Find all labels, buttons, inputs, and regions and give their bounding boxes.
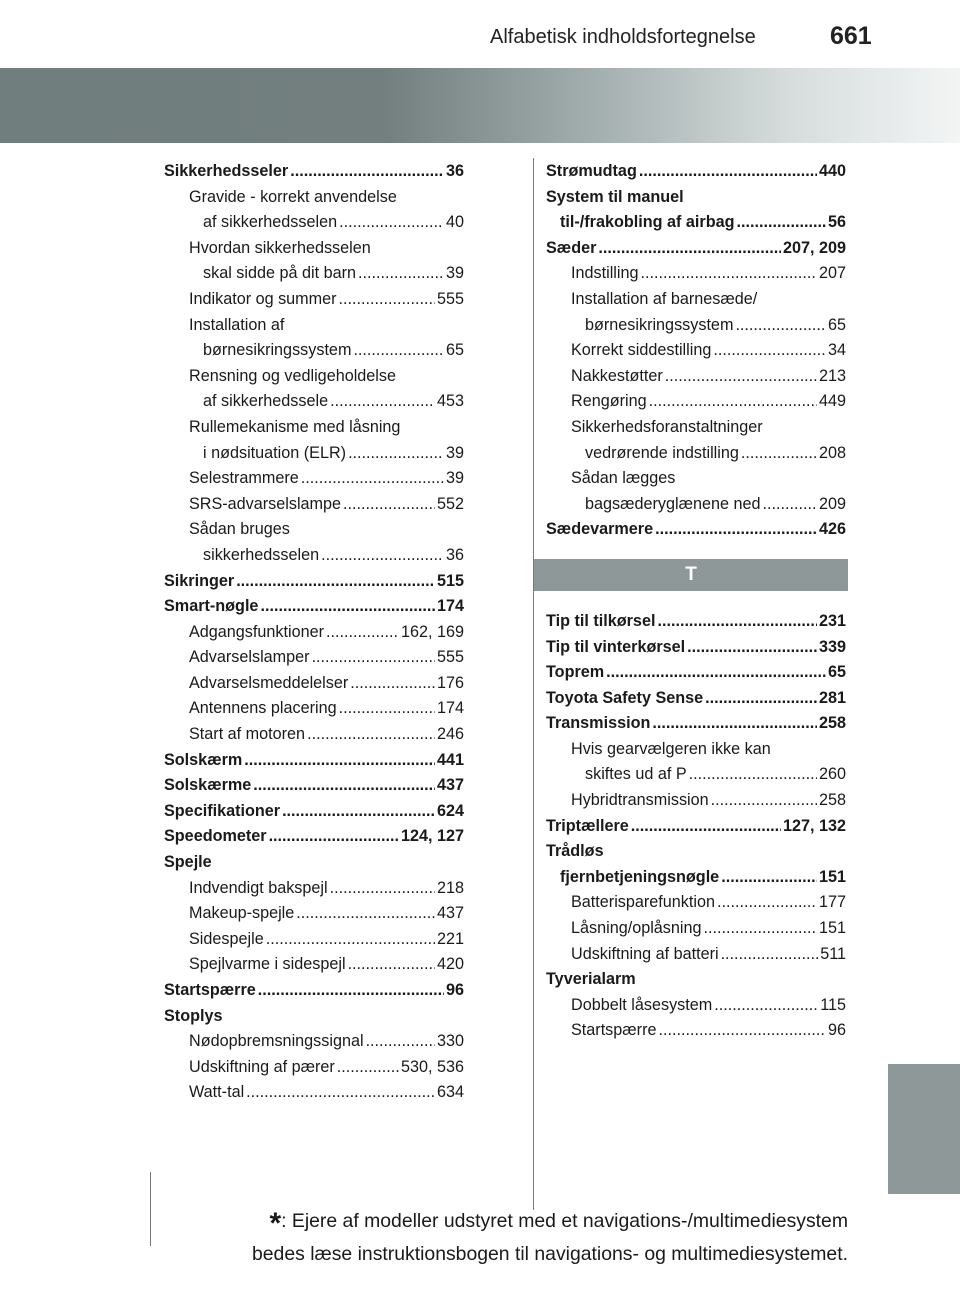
index-entry xyxy=(164,671,464,697)
index-entry-text: Installation af barnesæde/ xyxy=(571,289,758,308)
index-entry xyxy=(164,389,464,415)
index-entry-page: 426 xyxy=(818,520,846,539)
dot-leader xyxy=(269,824,399,850)
index-entry xyxy=(546,967,846,993)
index-entry xyxy=(164,185,464,211)
index-entry xyxy=(164,543,464,569)
index-entry xyxy=(164,492,464,518)
index-entry-text: Stoplys xyxy=(164,1006,223,1025)
dot-leader xyxy=(658,1018,826,1044)
index-entry-text: Strømudtag xyxy=(546,162,637,180)
dot-leader xyxy=(721,942,819,968)
index-entry-page: 453 xyxy=(436,392,464,411)
index-entry-page: 221 xyxy=(436,929,464,948)
index-entry-page: 65 xyxy=(827,663,846,682)
dot-leader xyxy=(348,952,435,978)
index-entry-page: 231 xyxy=(818,611,846,630)
index-column-left xyxy=(164,159,464,1106)
index-entry xyxy=(546,916,846,942)
footnote-line-2: bedes læse instruktionsbogen til navigations- og multimediesystemet. xyxy=(251,1243,848,1265)
index-entry-text: af sikkerhedssele xyxy=(203,392,329,411)
index-entry xyxy=(546,287,846,313)
dot-leader xyxy=(301,466,444,492)
index-entry-page: 36 xyxy=(445,162,464,180)
index-entry-text: Sådan lægges xyxy=(571,469,676,488)
dot-leader xyxy=(339,210,444,236)
index-entry-page: 246 xyxy=(436,725,464,744)
index-entry-page: 441 xyxy=(436,750,464,769)
index-entry-text: Hybridtransmission xyxy=(571,791,709,810)
index-entry-text: Tip til vinterkørsel xyxy=(546,637,686,656)
index-entry-text: Toyota Safety Sense xyxy=(546,688,704,707)
index-entry xyxy=(164,287,464,313)
index-entry xyxy=(164,748,464,774)
index-entry xyxy=(546,338,846,364)
index-entry-text: Hvordan sikkerhedsselen xyxy=(189,238,371,257)
index-entry-page: 440 xyxy=(818,162,846,180)
index-entry-text: Makeup-spejle xyxy=(189,904,295,923)
index-entry xyxy=(164,569,464,595)
dot-leader xyxy=(244,748,435,774)
index-entry xyxy=(546,762,846,788)
index-entry xyxy=(164,517,464,543)
index-entry-text: Trådløs xyxy=(546,842,604,861)
index-entry xyxy=(546,993,846,1019)
index-entry-text: skiftes ud af P xyxy=(585,765,687,784)
index-entry-text: Gravide - korrekt anvendelse xyxy=(189,187,397,206)
index-entry-page: 330 xyxy=(436,1032,464,1051)
index-entry xyxy=(546,890,846,916)
index-entry-text: Tip til tilkørsel xyxy=(546,611,656,630)
index-entry-text: Triptællere xyxy=(546,816,629,835)
dot-leader xyxy=(326,620,399,646)
index-entry xyxy=(546,517,846,543)
index-entry xyxy=(164,645,464,671)
index-entry-page: 177 xyxy=(818,893,846,912)
index-entry xyxy=(164,441,464,467)
dot-leader xyxy=(258,978,444,1004)
dot-leader xyxy=(741,441,817,467)
index-entry xyxy=(164,210,464,236)
index-entry xyxy=(164,901,464,927)
index-entry-text: Sikringer xyxy=(164,571,235,590)
index-entry-text: Speedometer xyxy=(164,827,267,846)
index-entry xyxy=(164,338,464,364)
index-entry-page: 624 xyxy=(436,801,464,820)
header-title: Alfabetisk indholdsfortegnelse xyxy=(490,26,756,48)
index-entry-text: Indstilling xyxy=(571,264,639,283)
index-entry-page: 207, 209 xyxy=(782,238,846,257)
index-entry-page: 124, 127 xyxy=(400,827,464,846)
dot-leader xyxy=(606,660,826,686)
dot-leader xyxy=(307,722,435,748)
index-entry xyxy=(164,696,464,722)
index-entry xyxy=(164,850,464,876)
dot-leader xyxy=(337,1055,399,1081)
index-entry xyxy=(164,876,464,902)
index-entry-page: 281 xyxy=(818,688,846,707)
dot-leader xyxy=(312,645,435,671)
index-entry-page: 449 xyxy=(818,392,846,411)
index-entry-page: 115 xyxy=(820,995,846,1014)
index-entry xyxy=(164,1055,464,1081)
index-entry-text: Rengøring xyxy=(571,392,647,411)
index-entry-text: Sikkerhedsforanstaltninger xyxy=(571,417,763,436)
dot-leader xyxy=(735,313,826,339)
index-entry-page: 258 xyxy=(818,714,846,733)
dot-leader xyxy=(598,236,781,262)
index-entry-text: Startspærre xyxy=(571,1021,657,1040)
index-entry xyxy=(546,635,846,661)
index-entry-text: Sædevarmere xyxy=(546,520,654,539)
index-entry xyxy=(546,313,846,339)
footnote-line-1 xyxy=(150,1206,848,1239)
index-entry-text: Solskærm xyxy=(164,750,243,769)
page-number: 661 xyxy=(830,22,872,50)
index-entry xyxy=(164,364,464,390)
index-entry-page: 39 xyxy=(445,264,464,283)
index-entry-text: bagsæderyglænene ned xyxy=(585,494,761,513)
footnote xyxy=(150,1206,848,1270)
dot-leader xyxy=(253,773,435,799)
index-entry-text: sikkerhedsselen xyxy=(203,545,320,564)
index-entry-page: 39 xyxy=(445,469,464,488)
index-entry xyxy=(546,364,846,390)
index-entry xyxy=(164,927,464,953)
index-entry xyxy=(164,594,464,620)
index-entry-page: 515 xyxy=(436,571,464,590)
index-entry-page: 511 xyxy=(820,944,846,963)
index-entry-page: 209 xyxy=(818,494,846,513)
index-entry-page: 176 xyxy=(436,673,464,692)
index-entry xyxy=(164,1004,464,1030)
index-entry-text: Advarselsmeddelelser xyxy=(189,673,349,692)
dot-leader xyxy=(721,865,817,891)
dot-leader xyxy=(290,159,444,185)
index-entry-text: Transmission xyxy=(546,714,651,733)
index-entry xyxy=(164,799,464,825)
index-entry xyxy=(546,814,846,840)
dot-leader xyxy=(639,159,817,185)
dot-leader xyxy=(655,517,817,543)
dot-leader xyxy=(330,389,435,415)
dot-leader xyxy=(713,338,826,364)
index-entry xyxy=(546,788,846,814)
index-entry xyxy=(546,261,846,287)
dot-leader xyxy=(649,389,817,415)
dot-leader xyxy=(717,890,817,916)
index-entry-page: 151 xyxy=(818,919,846,938)
index-entry-page: 36 xyxy=(445,545,464,564)
dot-leader xyxy=(246,1080,435,1106)
footnote-text-1: : Ejere af modeller udstyret med et navigations-/multimediesystem xyxy=(281,1210,848,1232)
index-entry xyxy=(164,722,464,748)
index-entry-text: Specifikationer xyxy=(164,801,281,820)
index-entry-page: 56 xyxy=(827,213,846,232)
index-entry xyxy=(546,609,846,635)
index-entry-text: Spejlvarme i sidespejl xyxy=(189,955,346,974)
index-entry-text: System til manuel xyxy=(546,187,684,206)
index-entry xyxy=(164,313,464,339)
dot-leader xyxy=(631,814,781,840)
index-entry-text: børnesikringssystem xyxy=(585,315,734,334)
index-entry xyxy=(164,952,464,978)
index-entry-page: 339 xyxy=(818,637,846,656)
index-entry-text: Spejle xyxy=(164,853,212,872)
dot-leader xyxy=(711,788,817,814)
index-entry-text: Sådan bruges xyxy=(189,520,290,539)
index-entry-page: 437 xyxy=(436,776,464,795)
index-group-s xyxy=(546,159,846,543)
dot-leader xyxy=(236,569,435,595)
dot-leader xyxy=(358,261,444,287)
index-entry-text: Batterisparefunktion xyxy=(571,893,715,912)
dot-leader xyxy=(704,916,817,942)
index-entry-page: 96 xyxy=(827,1021,846,1040)
index-entry-text: Indikator og summer xyxy=(189,289,337,308)
dot-leader xyxy=(260,594,435,620)
dot-leader xyxy=(330,876,435,902)
column-divider xyxy=(533,158,534,1210)
index-entry xyxy=(546,686,846,712)
index-entry-text: Dobbelt låsesystem xyxy=(571,995,713,1014)
index-entry xyxy=(546,389,846,415)
index-entry-page: 213 xyxy=(818,366,846,385)
index-entry-text: Tyverialarm xyxy=(546,970,636,989)
index-entry xyxy=(546,865,846,891)
dot-leader xyxy=(353,338,444,364)
index-entry xyxy=(546,839,846,865)
index-entry xyxy=(546,492,846,518)
dot-leader xyxy=(705,686,817,712)
dot-leader xyxy=(321,543,444,569)
dot-leader xyxy=(266,927,435,953)
index-entry-page: 40 xyxy=(445,213,464,232)
index-entry xyxy=(164,773,464,799)
index-column-right xyxy=(546,159,846,1044)
index-entry-page: 437 xyxy=(436,904,464,923)
index-entry-text: Indvendigt bakspejl xyxy=(189,878,328,897)
index-entry-text: Korrekt siddestilling xyxy=(571,341,712,360)
index-entry-text: Nakkestøtter xyxy=(571,366,663,385)
index-entry-text: Udskiftning af batteri xyxy=(571,944,719,963)
index-entry-page: 65 xyxy=(445,341,464,360)
index-entry-page: 208 xyxy=(818,443,846,462)
index-entry-text: Låsning/oplåsning xyxy=(571,919,702,938)
index-entry-text: Sæder xyxy=(546,238,597,257)
index-entry-page: 555 xyxy=(436,648,464,667)
dot-leader xyxy=(282,799,435,825)
index-entry-text: Rullemekanisme med låsning xyxy=(189,417,401,436)
index-entry xyxy=(546,415,846,441)
dot-leader xyxy=(641,261,817,287)
index-entry-page: 260 xyxy=(818,765,846,784)
index-entry-text: SRS-advarselslampe xyxy=(189,494,342,513)
index-entry-text: fjernbetjeningsnøgle xyxy=(560,867,720,886)
index-entry xyxy=(164,466,464,492)
index-entry xyxy=(164,159,464,185)
index-entry-page: 65 xyxy=(827,315,846,334)
index-entry-text: i nødsituation (ELR) xyxy=(203,443,347,462)
dot-leader xyxy=(689,762,817,788)
index-entry-text: Solskærme xyxy=(164,776,252,795)
index-entry-text: Smart-nøgle xyxy=(164,597,259,616)
index-entry-page: 207 xyxy=(818,264,846,283)
index-entry-text: Watt-tal xyxy=(189,1083,245,1102)
index-entry-page: 162, 169 xyxy=(400,622,464,641)
dot-leader xyxy=(665,364,817,390)
index-entry-text: Udskiftning af pærer xyxy=(189,1057,335,1076)
index-entry-text: Nødopbremsningssignal xyxy=(189,1032,364,1051)
index-entry-page: 420 xyxy=(436,955,464,974)
index-entry-page: 96 xyxy=(445,981,464,999)
index-entry-text: Installation af xyxy=(189,315,285,334)
index-entry xyxy=(546,737,846,763)
index-entry xyxy=(164,1029,464,1055)
index-entry xyxy=(546,210,846,236)
index-entry xyxy=(164,620,464,646)
section-letter-t: T xyxy=(534,559,848,591)
index-entry-text: til-/frakobling af airbag xyxy=(560,213,735,232)
index-entry xyxy=(546,711,846,737)
index-entry-text: Adgangsfunktioner xyxy=(189,622,324,641)
index-entry-page: 530, 536 xyxy=(400,1057,464,1076)
index-entry xyxy=(164,261,464,287)
index-entry-page: 258 xyxy=(818,791,846,810)
index-entry xyxy=(164,824,464,850)
dot-leader xyxy=(348,441,444,467)
index-entry-text: Start af motoren xyxy=(189,725,306,744)
dot-leader xyxy=(366,1029,435,1055)
dot-leader xyxy=(350,671,435,697)
index-entry xyxy=(546,1018,846,1044)
index-entry xyxy=(546,159,846,185)
index-entry-text: Hvis gearvælgeren ikke kan xyxy=(571,739,771,758)
index-entry xyxy=(546,466,846,492)
index-entry-text: børnesikringssystem xyxy=(203,341,352,360)
index-entry-page: 634 xyxy=(436,1083,464,1102)
chapter-side-tab xyxy=(888,1064,960,1194)
index-entry-text: Antennens placering xyxy=(189,699,337,718)
dot-leader xyxy=(657,609,817,635)
dot-leader xyxy=(343,492,435,518)
index-entry-text: Sidespejle xyxy=(189,929,264,948)
header-banner xyxy=(0,68,960,143)
index-entry-text: Advarselslamper xyxy=(189,648,310,667)
index-entry xyxy=(164,236,464,262)
index-entry-text: vedrørende indstilling xyxy=(585,443,739,462)
index-entry-page: 127, 132 xyxy=(782,816,846,835)
dot-leader xyxy=(652,711,817,737)
index-entry-page: 174 xyxy=(436,597,464,616)
index-group-t xyxy=(546,609,846,1044)
index-entry xyxy=(546,185,846,211)
dot-leader xyxy=(296,901,435,927)
index-entry-page: 552 xyxy=(436,494,464,513)
dot-leader xyxy=(339,696,435,722)
index-entry-page: 151 xyxy=(818,867,846,886)
dot-leader xyxy=(763,492,817,518)
dot-leader xyxy=(687,635,817,661)
index-entry-text: Sikkerhedsseler xyxy=(164,162,289,180)
index-entry-text: Startspærre xyxy=(164,981,256,999)
index-entry-page: 555 xyxy=(436,289,464,308)
index-entry-text: af sikkerhedsselen xyxy=(203,213,338,232)
index-entry xyxy=(164,415,464,441)
index-entry-text: Selestrammere xyxy=(189,469,299,488)
index-entry-text: skal sidde på dit barn xyxy=(203,264,356,283)
footnote-star: * xyxy=(269,1207,282,1240)
dot-leader xyxy=(339,287,435,313)
index-entry-page: 218 xyxy=(436,878,464,897)
index-entry-page: 34 xyxy=(827,341,846,360)
index-entry xyxy=(546,441,846,467)
index-entry-page: 174 xyxy=(436,699,464,718)
index-entry xyxy=(546,236,846,262)
dot-leader xyxy=(736,210,826,236)
index-entry-text: Toprem xyxy=(546,663,605,682)
index-entry xyxy=(164,978,464,1004)
index-entry-text: Rensning og vedligeholdelse xyxy=(189,366,396,385)
index-entry xyxy=(164,1080,464,1106)
index-entry xyxy=(546,942,846,968)
index-entry xyxy=(546,660,846,686)
dot-leader xyxy=(714,993,818,1019)
index-entry-page: 39 xyxy=(445,443,464,462)
